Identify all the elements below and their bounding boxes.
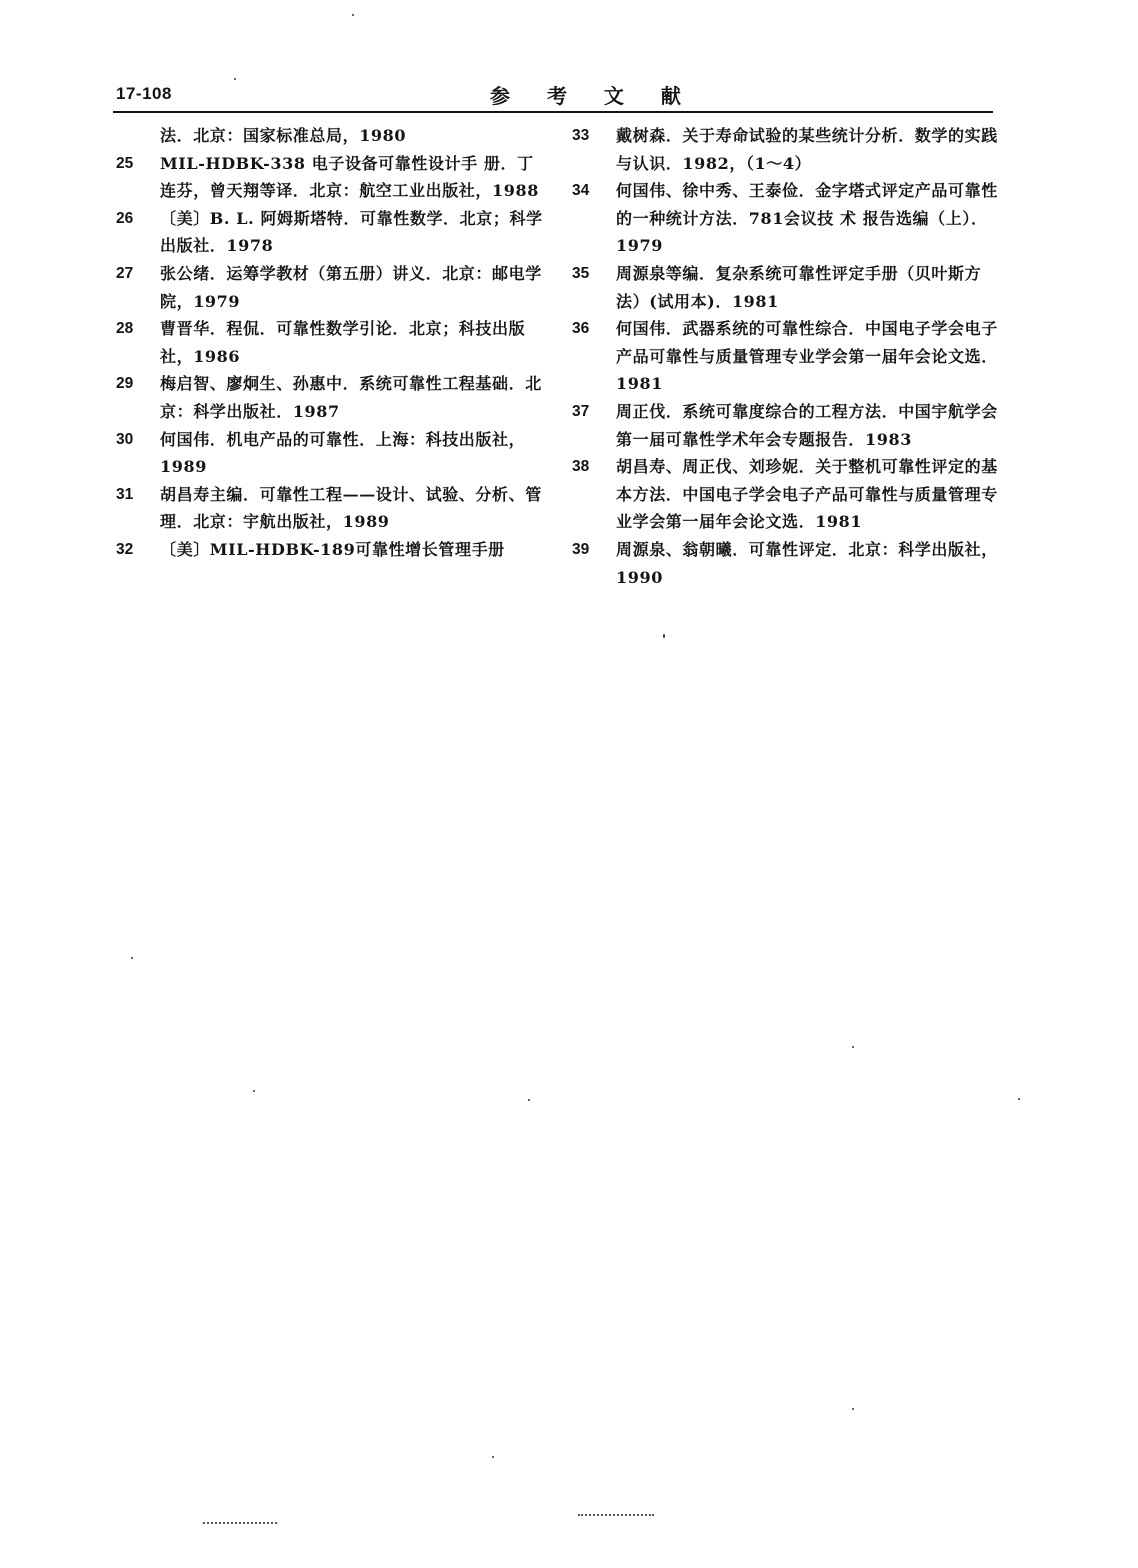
scan-speck (492, 1456, 494, 1458)
reference-entry (572, 536, 998, 591)
reference-text: 梅启智、廖炯生、孙惠中．系统可靠性工程基础．北京：科学出版社．1987 (160, 374, 542, 421)
reference-text: 曹晋华．程侃．可靠性数学引论．北京；科技出版社，1986 (160, 319, 526, 366)
reference-text: 〔美〕B. L. 阿姆斯塔特．可靠性数学．北京；科学出版社．1978 (160, 208, 543, 256)
reference-text: 何国伟．机电产品的可靠性．上海：科技出版社，1989 (160, 429, 526, 477)
reference-number: 29 (116, 375, 134, 393)
scan-speck (528, 1099, 530, 1101)
reference-text: 周正伐．系统可靠度综合的工程方法．中国宇航学会第一届可靠性学术年会专题报告．1983 (616, 401, 998, 449)
page-number: 17-108 (116, 84, 172, 103)
scan-speck (1018, 1098, 1020, 1100)
scan-dash-line (203, 1522, 277, 1524)
reference-entry (116, 150, 548, 205)
reference-entry (572, 177, 998, 260)
reference-entry (116, 426, 548, 481)
reference-entry (116, 205, 548, 260)
reference-text: 胡昌寿、周正伐、刘珍妮．关于整机可靠性评定的基本方法．中国电子学会电子产品可靠性与质量管理专业学会第一届年会论文选．1981 (616, 457, 998, 532)
reference-entry (116, 260, 548, 315)
reference-number: 38 (572, 458, 590, 476)
scan-speck (852, 1408, 854, 1410)
reference-number: 35 (572, 264, 590, 282)
reference-number: 27 (116, 264, 134, 282)
reference-entry (572, 453, 998, 536)
reference-entry (116, 122, 548, 150)
reference-entry (572, 260, 998, 315)
scan-speck (663, 634, 665, 638)
reference-number: 30 (116, 430, 134, 448)
reference-number: 34 (572, 182, 590, 200)
header-rule (113, 111, 993, 113)
reference-entry (116, 481, 548, 536)
reference-number: 26 (116, 209, 134, 227)
reference-text: 何国伟、徐中秀、王泰俭．金字塔式评定产品可靠性的一种统计方法．781会议技 术 报告选编（上）．1979 (616, 181, 998, 256)
reference-number: 37 (572, 402, 590, 420)
reference-text: 法．北京：国家标准总局，1980 (160, 126, 407, 145)
reference-entry (572, 122, 998, 177)
reference-number: 31 (116, 485, 134, 503)
references-right-column (572, 122, 998, 591)
reference-entry (572, 315, 998, 398)
reference-number: 39 (572, 540, 590, 558)
reference-number: 32 (116, 540, 134, 558)
reference-text: 〔美〕MIL-HDBK-189可靠性增长管理手册 (160, 539, 505, 559)
reference-text: 周源泉等编．复杂系统可靠性评定手册（贝叶斯方法）(试用本)．1981 (616, 263, 982, 311)
reference-number: 36 (572, 320, 590, 338)
reference-text: 戴树森．关于寿命试验的某些统计分析．数学的实践与认识．1982，（1～4） (616, 126, 998, 173)
reference-entry (116, 315, 548, 370)
reference-entry (116, 370, 548, 425)
reference-text: 何国伟．武器系统的可靠性综合．中国电子学会电子产品可靠性与质量管理专业学会第一届年会论文选．1981 (616, 319, 998, 394)
scan-speck (234, 78, 236, 80)
reference-number: 33 (572, 127, 590, 144)
reference-text: 张公绪．运筹学教材（第五册）讲义．北京：邮电学院，1979 (160, 263, 542, 311)
reference-text: MIL-HDBK-338 电子设备可靠性设计手 册．丁连芬，曾天翔等译．北京：航空工业出版社，1988 (160, 153, 539, 201)
reference-entry (116, 536, 548, 564)
scan-speck (131, 957, 133, 959)
reference-number: 25 (116, 154, 134, 172)
references-left-column (116, 122, 548, 564)
reference-number: 28 (116, 320, 134, 338)
scan-speck (253, 1090, 255, 1092)
reference-entry (572, 398, 998, 453)
running-title: 参 考 文 献 (490, 84, 696, 108)
scan-speck (352, 14, 354, 16)
reference-text: 周源泉、翁朝曦．可靠性评定．北京：科学出版社，1990 (616, 539, 998, 587)
scan-dash-line (578, 1514, 654, 1516)
scan-speck (852, 1046, 854, 1048)
reference-text: 胡昌寿主编．可靠性工程——设计、试验、分析、管理．北京：宇航出版社，1989 (160, 484, 542, 532)
